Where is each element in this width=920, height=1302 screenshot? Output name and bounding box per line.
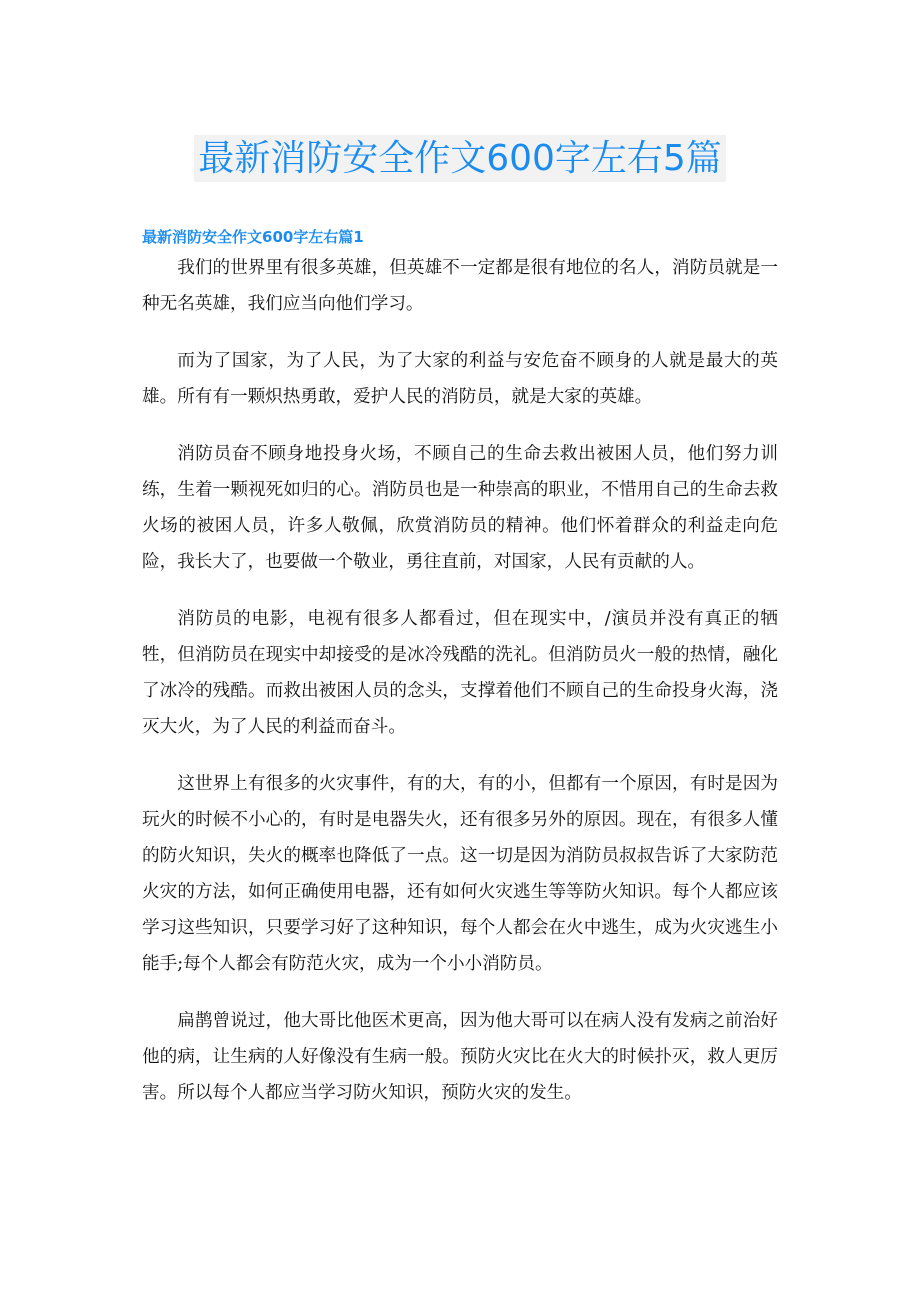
section-heading: 最新消防安全作文600字左右篇1 — [142, 228, 364, 246]
paragraph: 我们的世界里有很多英雄，但英雄不一定都是很有地位的名人，消防员就是一种无名英雄，我们应当向他们学习。 — [142, 258, 778, 314]
document-body — [142, 250, 778, 1132]
paragraph: 而为了国家，为了人民，为了大家的利益与安危奋不顾身的人就是最大的英雄。所有有一颗炽热勇敢，爱护人民的消防员，就是大家的英雄。 — [142, 351, 778, 407]
title-container — [0, 135, 920, 182]
paragraph: 消防员的电影，电视有很多人都看过，但在现实中，/演员并没有真正的牺牲，但消防员在现实中却接受的是冰冷残酷的洗礼。但消防员火一般的热情，融化了冰冷的残酷。而救出被困人员的念头，支撑着他们不顾自己的生命投身火海，浇灭大火，为了人民的利益而奋斗。 — [142, 609, 778, 737]
document-title: 最新消防安全作文600字左右5篇 — [194, 135, 726, 182]
paragraph: 扁鹊曾说过，他大哥比他医术更高，因为他大哥可以在病人没有发病之前治好他的病，让生病的人好像没有生病一般。预防火灾比在火大的时候扑灭，救人更厉害。所以每个人都应当学习防火知识，预防火灾的发生。 — [142, 1011, 778, 1103]
paragraph: 消防员奋不顾身地投身火场，不顾自己的生命去救出被困人员，他们努力训练，生着一颗视死如归的心。消防员也是一种崇高的职业，不惜用自己的生命去救火场的被困人员，许多人敬佩，欣赏消防员的精神。他们怀着群众的利益走向危险，我长大了，也要做一个敬业，勇往直前，对国家，人民有贡献的人。 — [142, 444, 778, 572]
paragraph: 这世界上有很多的火灾事件，有的大，有的小，但都有一个原因，有时是因为玩火的时候不小心的，有时是电器失火，还有很多另外的原因。现在，有很多人懂的防火知识，失火的概率也降低了一点。这一切是因为消防员叔叔告诉了大家防范火灾的方法，如何正确使用电器，还有如何火灾逃生等等防火知识。每个人都应该学习这些知识，只要学习好了这种知识，每个人都会在火中逃生，成为火灾逃生小能手;每个人都会有防范火灾，成为一个小小消防员。 — [142, 774, 778, 974]
